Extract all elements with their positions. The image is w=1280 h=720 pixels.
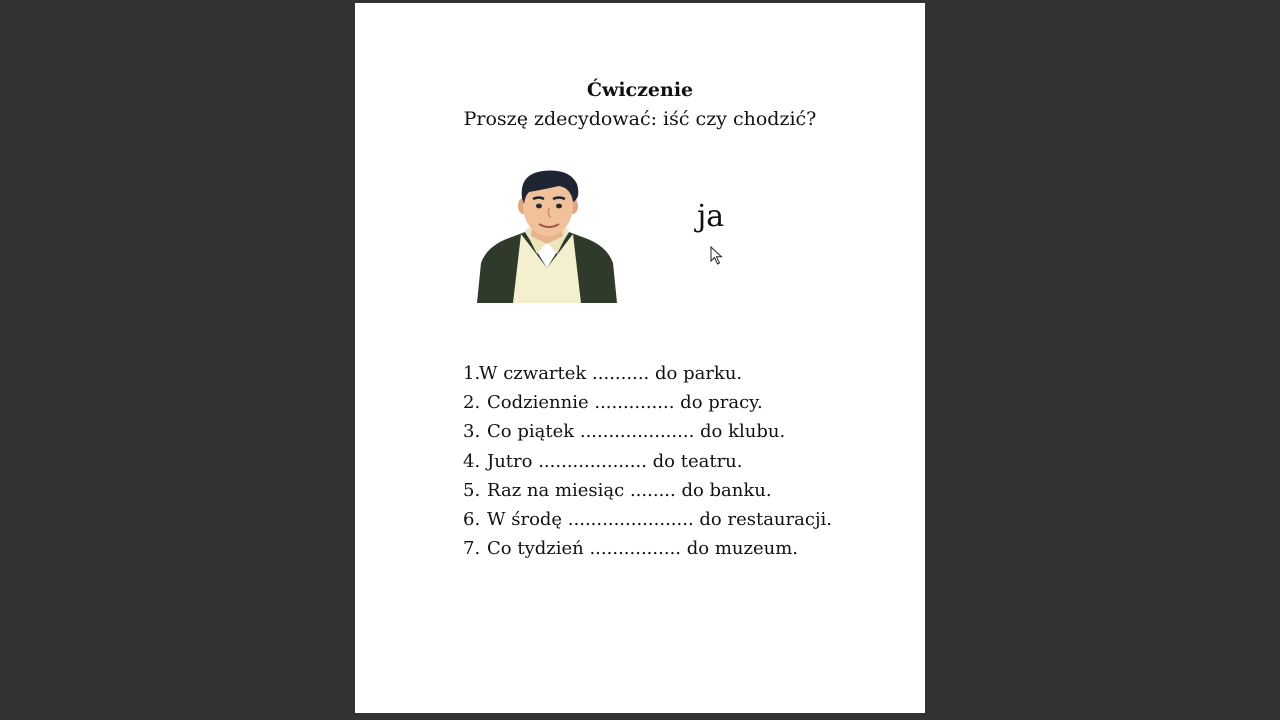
exercise-item — [463, 359, 832, 388]
pronoun-label: ja — [697, 199, 725, 234]
exercise-number: 2. — [463, 392, 481, 414]
man-portrait-icon — [477, 168, 617, 303]
exercise-number: 4. — [463, 450, 481, 472]
exercise-sentence: Co piątek .................... do klubu. — [487, 421, 786, 443]
exercise-item — [463, 505, 832, 534]
exercise-number: 3. — [463, 421, 481, 443]
exercise-number: 1. — [463, 363, 481, 384]
exercise-sentence: W czwartek .......... do parku. — [479, 363, 743, 384]
exercise-number: 5. — [463, 479, 481, 501]
worksheet-subtitle: Proszę zdecydować: iść czy chodzić? — [463, 108, 817, 130]
exercise-sentence: W środę ...................... do restauracji. — [487, 508, 833, 530]
exercise-item — [463, 417, 832, 446]
exercise-sentence: Codziennie .............. do pracy. — [487, 392, 763, 414]
exercise-item — [463, 447, 832, 476]
exercise-list — [463, 359, 832, 563]
exercise-item — [463, 388, 832, 417]
exercise-number: 6. — [463, 508, 481, 530]
exercise-sentence: Raz na miesiąc ........ do banku. — [487, 479, 772, 501]
document-page — [355, 3, 925, 713]
exercise-item — [463, 534, 832, 563]
exercise-number: 7. — [463, 538, 481, 560]
exercise-sentence: Jutro ................... do teatru. — [487, 450, 743, 472]
exercise-item — [463, 476, 832, 505]
exercise-sentence: Co tydzień ................ do muzeum. — [487, 538, 798, 560]
worksheet-title: Ćwiczenie — [586, 79, 694, 101]
mouse-cursor-icon — [710, 246, 724, 266]
